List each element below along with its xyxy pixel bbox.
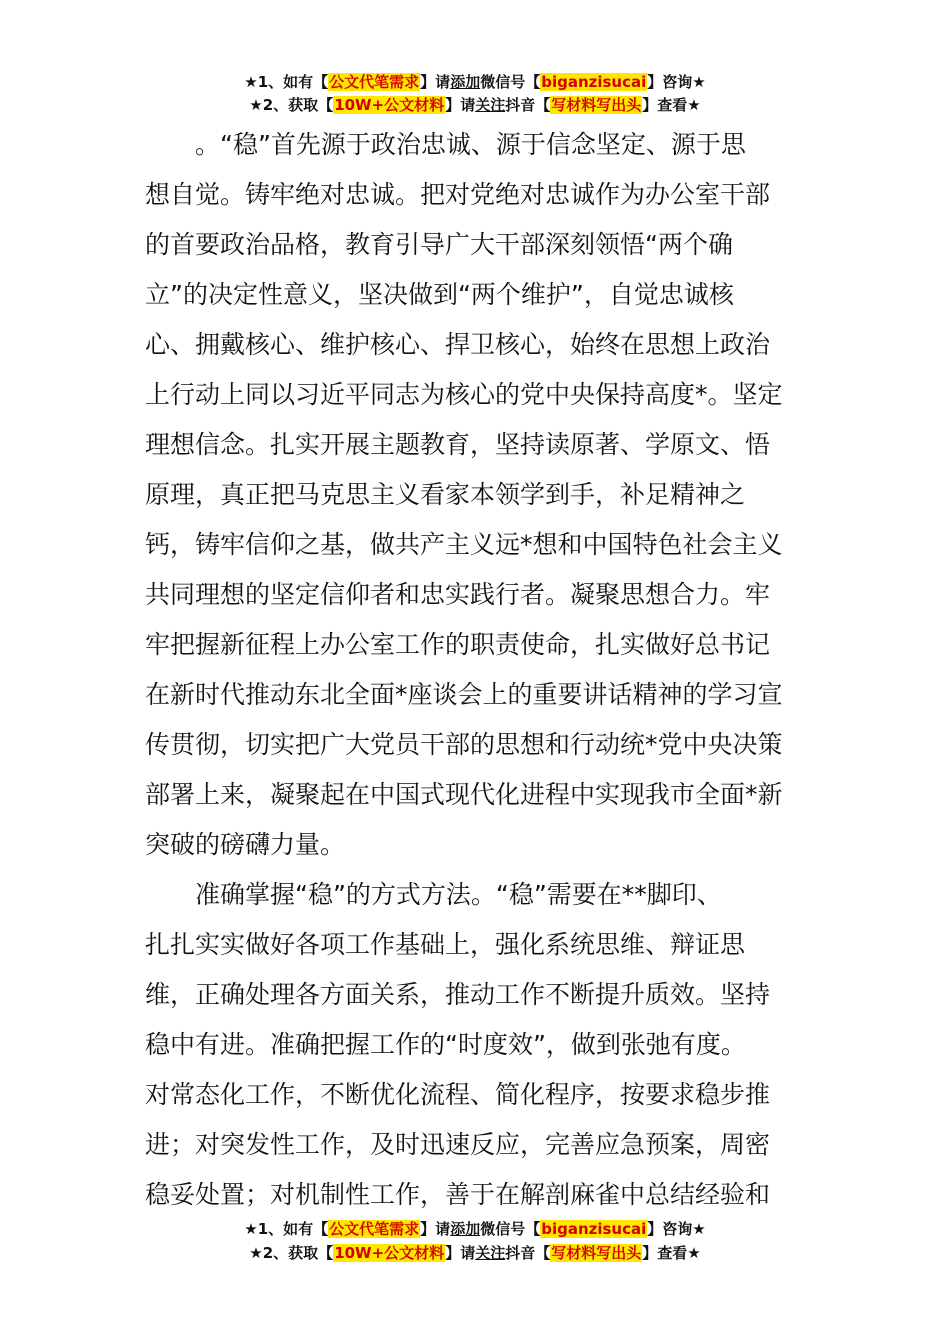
body-line: 突破的磅礴力量。 bbox=[145, 830, 346, 859]
header-banner-line-1 bbox=[0, 72, 950, 92]
body-line: 部署上来，凝聚起在中国式现代化进程中实现我市全面*新 bbox=[145, 780, 783, 809]
banner-text: 微信号【 bbox=[480, 73, 541, 91]
body-line: 对常态化工作，不断优化流程、简化程序，按要求稳步推 bbox=[145, 1080, 771, 1109]
banner-text: 】请 bbox=[420, 73, 451, 91]
douyin-highlight: 写材料写出头 bbox=[551, 96, 642, 114]
banner-text: 微信号【 bbox=[480, 1220, 541, 1238]
banner-text: ★2、获取【 bbox=[249, 96, 334, 114]
body-line: 心、拥戴核心、维护核心、捍卫核心，始终在思想上政治 bbox=[145, 330, 771, 359]
body-line: 扎扎实实做好各项工作基础上，强化系统思维、辩证思 bbox=[145, 930, 746, 959]
body-line: 立”的决定性意义，坚决做到“两个维护”，自觉忠诚核 bbox=[145, 280, 734, 309]
body-line: 原理，真正把马克思主义看家本领学到手，补足精神之 bbox=[145, 480, 746, 509]
body-line: 传贯彻，切实把广大党员干部的思想和行动统*党中央决策 bbox=[145, 730, 783, 759]
body-line: 共同理想的坚定信仰者和忠实践行者。凝聚思想合力。牢 bbox=[145, 580, 771, 609]
douyin-highlight: 写材料写出头 bbox=[551, 1244, 642, 1262]
banner-text: 】请 bbox=[445, 1244, 476, 1262]
body-line: 在新时代推动东北全面*座谈会上的重要讲话精神的学习宣 bbox=[145, 680, 783, 709]
wechat-id-highlight: biganzisucai bbox=[541, 73, 647, 91]
banner-text: 】咨询★ bbox=[647, 73, 706, 91]
body-line: 。“稳”首先源于政治忠诚、源于信念坚定、源于思 bbox=[145, 130, 746, 159]
body-line: 准确掌握“稳”的方式方法。“稳”需要在**脚印、 bbox=[145, 880, 722, 909]
banner-text: ★2、获取【 bbox=[249, 1244, 334, 1262]
banner-text: 】查看★ bbox=[642, 1244, 701, 1262]
banner-highlight: 公文代笔需求 bbox=[329, 1220, 420, 1238]
wechat-id-highlight: biganzisucai bbox=[541, 1220, 647, 1238]
header-banner-line-2 bbox=[0, 95, 950, 115]
body-line: 进；对突发性工作，及时迅速反应，完善应急预案，周密 bbox=[145, 1130, 771, 1159]
banner-underlined: 添加 bbox=[450, 1220, 481, 1238]
body-line: 的首要政治品格，教育引导广大干部深刻领悟“两个确 bbox=[145, 230, 733, 259]
banner-text: 抖音【 bbox=[505, 96, 551, 114]
banner-text: 】查看★ bbox=[642, 96, 701, 114]
body-line: 想自觉。铸牢绝对忠诚。把对党绝对忠诚作为办公室干部 bbox=[145, 180, 771, 209]
body-line: 牢把握新征程上办公室工作的职责使命，扎实做好总书记 bbox=[145, 630, 771, 659]
footer-banner-line-1 bbox=[0, 1219, 950, 1239]
banner-underlined: 添加 bbox=[450, 73, 481, 91]
banner-highlight: 10W+公文材料 bbox=[334, 96, 445, 114]
body-line: 维，正确处理各方面关系，推动工作不断提升质效。坚持 bbox=[145, 980, 771, 1009]
footer-banner-line-2 bbox=[0, 1243, 950, 1263]
body-line: 稳中有进。准确把握工作的“时度效”，做到张弛有度。 bbox=[145, 1030, 746, 1059]
banner-text: 】请 bbox=[445, 96, 476, 114]
body-line: 上行动上同以习近平同志为核心的党中央保持高度*。坚定 bbox=[145, 380, 783, 409]
document-body bbox=[145, 120, 810, 1220]
banner-underlined: 关注 bbox=[475, 96, 506, 114]
body-line: 理想信念。扎实开展主题教育，坚持读原著、学原文、悟 bbox=[145, 430, 771, 459]
banner-text: 】请 bbox=[420, 1220, 451, 1238]
banner-text: ★1、如有【 bbox=[244, 73, 329, 91]
banner-highlight: 公文代笔需求 bbox=[329, 73, 420, 91]
banner-text: ★1、如有【 bbox=[244, 1220, 329, 1238]
body-line: 钙，铸牢信仰之基，做共产主义远*想和中国特色社会主义 bbox=[145, 530, 783, 559]
banner-highlight: 10W+公文材料 bbox=[334, 1244, 445, 1262]
banner-underlined: 关注 bbox=[475, 1244, 506, 1262]
body-line: 稳妥处置；对机制性工作，善于在解剖麻雀中总结经验和 bbox=[145, 1180, 771, 1209]
banner-text: 抖音【 bbox=[505, 1244, 551, 1262]
banner-text: 】咨询★ bbox=[647, 1220, 706, 1238]
